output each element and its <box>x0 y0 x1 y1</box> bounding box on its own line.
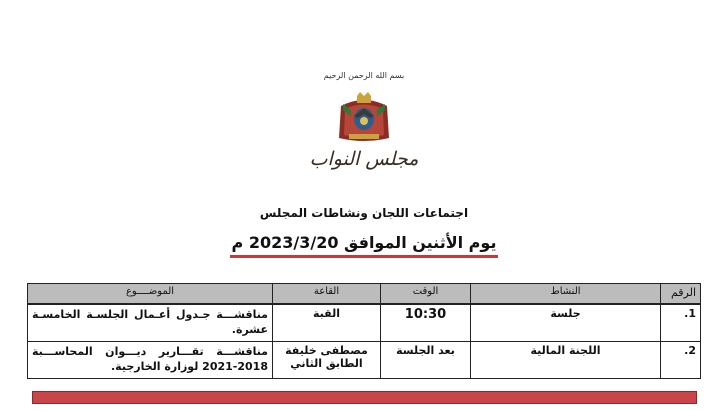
row-topic: مناقشـــة جـدول أعـمال الجلسـة الخامسـة عشرة. <box>28 304 273 342</box>
footer-red-bar <box>32 391 697 404</box>
table-row <box>28 304 701 342</box>
row-time: بعد الجلسة <box>381 342 471 379</box>
header-number: الرقم <box>661 284 701 305</box>
table-row <box>28 342 701 379</box>
row-activity: اللجنة المالية <box>471 342 661 379</box>
header-activity: النشاط <box>471 284 661 305</box>
row-activity: جلسة <box>471 304 661 342</box>
jordan-coat-of-arms-icon <box>333 92 395 144</box>
header-time: الوقت <box>381 284 471 305</box>
row-hall: القبة <box>273 304 381 342</box>
header-topic: الموضــــوع <box>28 284 273 305</box>
date-heading-text: يوم الأثنين الموافق 2023/3/20 م <box>230 233 499 258</box>
row-number: 1. <box>661 304 701 342</box>
date-heading <box>0 233 728 258</box>
row-time: 10:30 <box>381 304 471 342</box>
header-hall: القاعة <box>273 284 381 305</box>
agenda-table <box>27 283 701 379</box>
row-number: 2. <box>661 342 701 379</box>
page-subtitle: اجتماعات اللجان ونشاطات المجلس <box>259 206 469 220</box>
table-header-row <box>28 284 701 305</box>
institution-name: مجلس النواب <box>309 148 419 170</box>
row-hall: مصطفى خليفة الطابق الثاني <box>273 342 381 379</box>
basmala: بسم الله الرحمن الرحيم <box>323 71 405 80</box>
row-topic: مناقشـــة تقـــارير ديـــوان المحاســـبة 2018-2021 لوزارة الخارجية. <box>28 342 273 379</box>
